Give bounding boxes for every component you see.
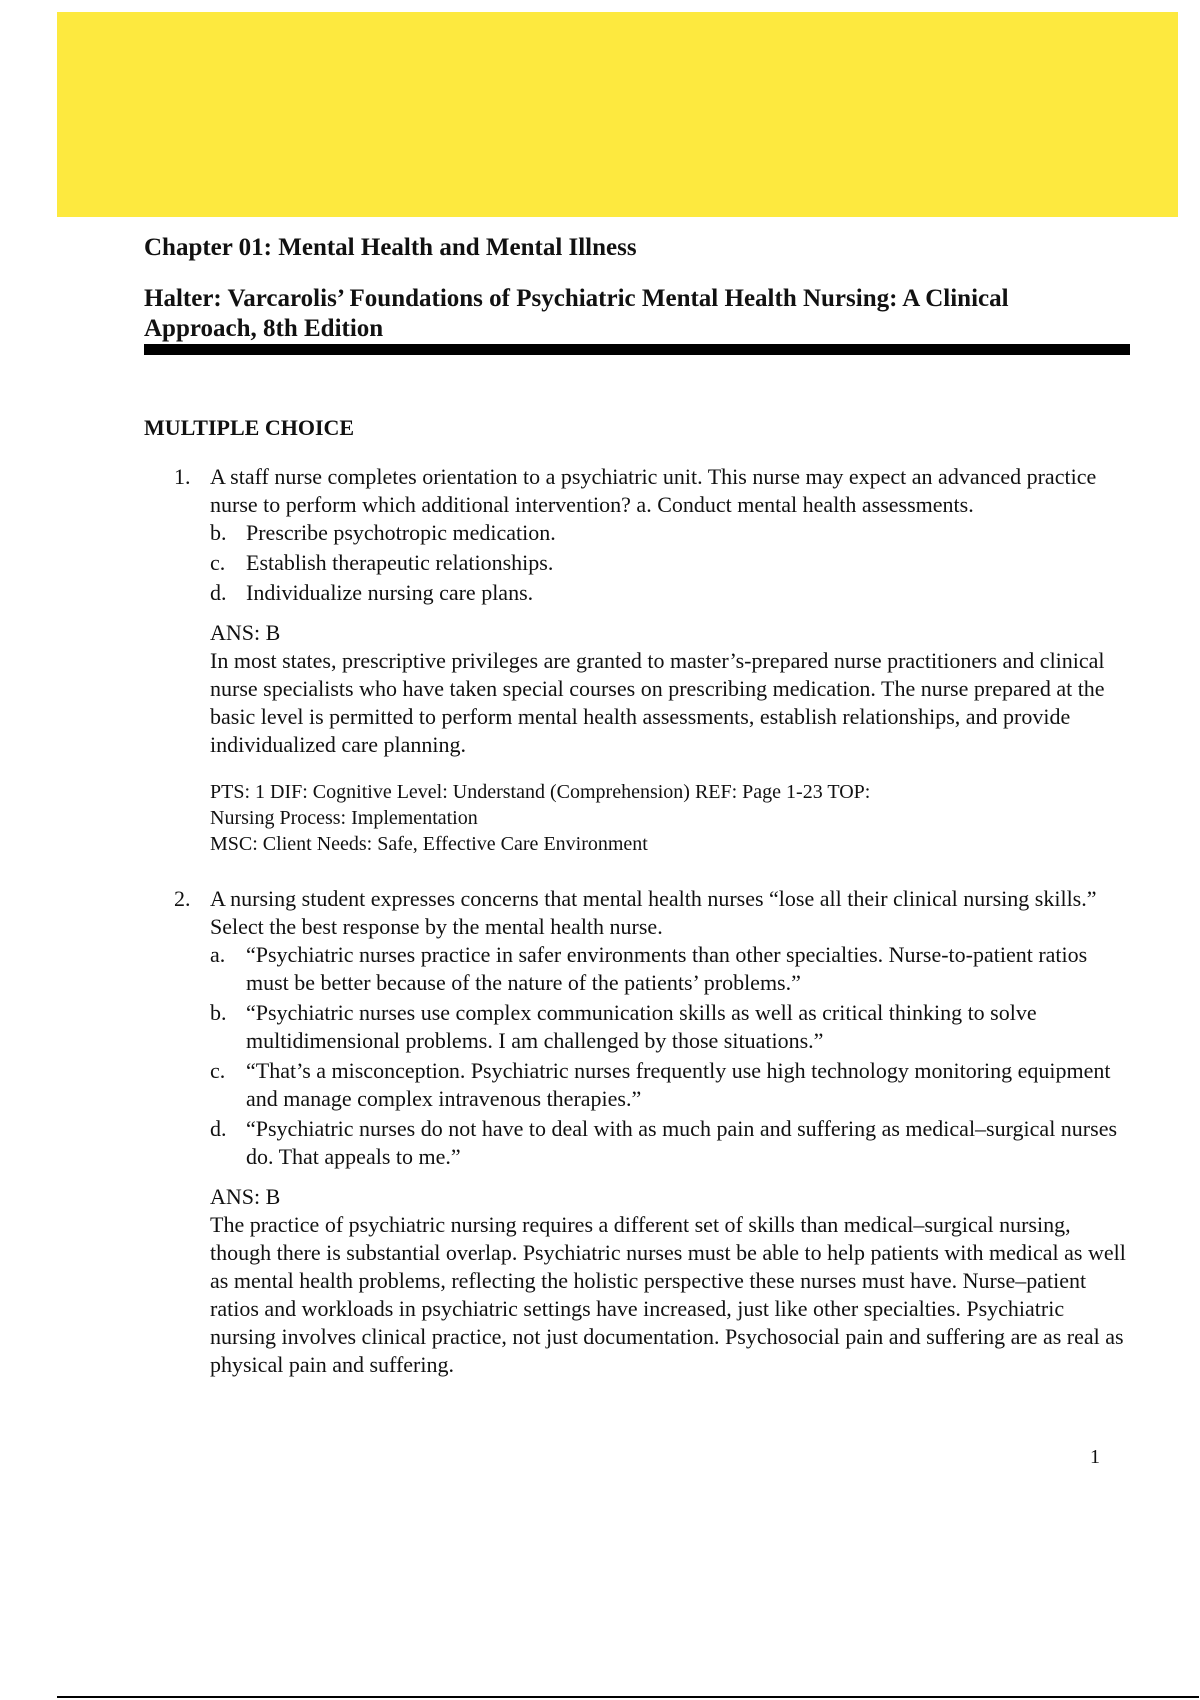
- option-text: Individualize nursing care plans.: [246, 580, 534, 605]
- option-letter: b.: [210, 520, 227, 545]
- rationale: The practice of psychiatric nursing requires a different set of skills than medical–surgical nursing, though there is substantial overlap. Psychiatric nurses must be able to help patients with medical as well as mental health problems, reflecting the holistic perspective these nurses must have. Nurse–patient ratios and workloads in psychiatric settings have increased, just like other specialties. Psychiatric nursing involves clinical practice, not just documentation. Psychosocial pain and suffering are as real as physical pain and suffering.: [210, 1212, 1126, 1377]
- metadata-line-3: MSC: Client Needs: Safe, Effective Care Environment: [210, 833, 648, 855]
- option-letter: c.: [210, 550, 226, 575]
- option-text: Prescribe psychotropic medication.: [246, 520, 556, 545]
- option-text: “That’s a misconception. Psychiatric nurses frequently use high technology monitoring equipment and manage complex intravenous therapies.”: [246, 1058, 1111, 1111]
- metadata-line-1: PTS: 1 DIF: Cognitive Level: Understand (Comprehension) REF: Page 1-23 TOP:: [210, 781, 871, 803]
- option-list: [210, 941, 1130, 1171]
- rationale: In most states, prescriptive privileges are granted to master’s-prepared nurse practitioners and clinical nurse specialists who have taken special courses on prescribing medication. The nurse prepared at the basic level is permitted to perform mental health assessments, establish relationships, and provide individualized care planning.: [210, 648, 1105, 757]
- option-a: [210, 941, 1130, 997]
- question-number: 1.: [174, 464, 191, 489]
- section-heading: MULTIPLE CHOICE: [144, 415, 355, 440]
- document-content: [144, 228, 1130, 1379]
- question-stem: A staff nurse completes orientation to a psychiatric unit. This nurse may expect an advanced practice nurse to perform which additional intervention? a. Conduct mental health assessments.: [210, 464, 1097, 517]
- option-text: “Psychiatric nurses practice in safer environments than other specialties. Nurse-to-patient ratios must be better because of the nature of the patients’ problems.”: [246, 942, 1088, 995]
- option-b: [210, 999, 1130, 1055]
- answer-key: ANS: B: [210, 1184, 281, 1209]
- option-text: Establish therapeutic relationships.: [246, 550, 554, 575]
- question-number: 2.: [174, 886, 191, 911]
- question-metadata: [210, 779, 1130, 857]
- option-list: [210, 519, 1130, 607]
- title-rule: [144, 344, 1130, 355]
- option-d: [210, 579, 1130, 607]
- option-b: [210, 519, 1130, 547]
- option-text: “Psychiatric nurses use complex communication skills as well as critical thinking to solve multidimensional problems. I am challenged by those situations.”: [246, 1000, 1037, 1053]
- option-letter: d.: [210, 580, 227, 605]
- option-letter: a.: [210, 942, 226, 967]
- question-1: [144, 463, 1130, 857]
- answer-key: ANS: B: [210, 620, 281, 645]
- option-letter: b.: [210, 1000, 227, 1025]
- option-letter: d.: [210, 1116, 227, 1141]
- yellow-banner: [57, 12, 1178, 217]
- chapter-title: Chapter 01: Mental Health and Mental Illness: [144, 234, 637, 261]
- option-text: “Psychiatric nurses do not have to deal with as much pain and suffering as medical–surgical nurses do. That appeals to me.”: [246, 1116, 1118, 1169]
- metadata-line-2: Nursing Process: Implementation: [210, 807, 478, 829]
- option-c: [210, 1057, 1130, 1113]
- book-title: [144, 284, 1130, 344]
- bottom-rule: [57, 1696, 1199, 1698]
- question-stem: A nursing student expresses concerns that mental health nurses “lose all their clinical nursing skills.” Select the best response by the mental health nurse.: [210, 886, 1097, 939]
- option-letter: c.: [210, 1058, 226, 1083]
- book-title-line-2: Approach, 8th Edition: [144, 315, 384, 342]
- option-d: [210, 1115, 1130, 1171]
- question-2: [144, 885, 1130, 1379]
- option-c: [210, 549, 1130, 577]
- book-title-line-1: Halter: Varcarolis’ Foundations of Psychiatric Mental Health Nursing: A Clinical: [144, 285, 1009, 312]
- page-number: 1: [1090, 1446, 1100, 1468]
